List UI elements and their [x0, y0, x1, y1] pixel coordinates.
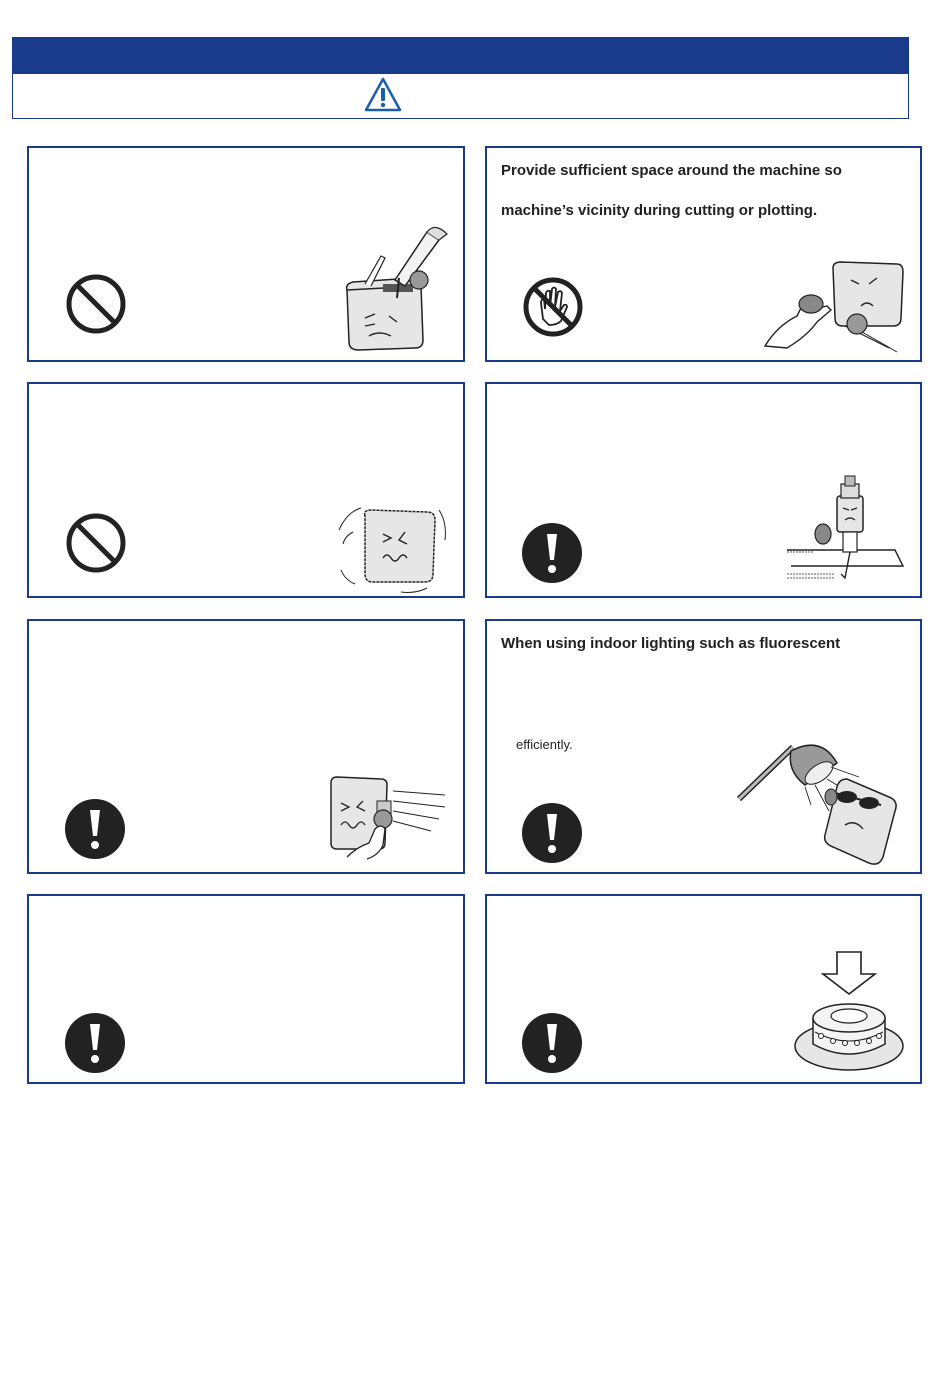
warning-panel-5 [27, 619, 465, 874]
mandatory-icon [521, 522, 583, 584]
blade-holder-illustration [783, 470, 905, 592]
no-touch-icon [521, 275, 585, 339]
panel-6-line-1: When using indoor lighting such as fluorescent [501, 635, 841, 652]
shaking-machine-illustration [335, 500, 450, 595]
lamp-sunglasses-illustration [735, 739, 907, 869]
warning-panel-2 [485, 146, 922, 362]
warning-header-row [12, 74, 909, 119]
warning-panel-7 [27, 894, 465, 1084]
prohibition-icon [64, 511, 128, 575]
warning-panel-6 [485, 619, 922, 874]
warning-panel-8 [485, 894, 922, 1084]
warning-panel-4 [485, 382, 922, 598]
warning-triangle-icon [363, 76, 403, 114]
mandatory-icon [521, 802, 583, 864]
panel-2-line-2: machine’s vicinity during cutting or plotting. [501, 202, 818, 219]
panel-2-line-1: Provide sufficient space around the machine so [501, 162, 842, 179]
pen-tool-illustration [335, 220, 455, 355]
sensor-light-illustration [327, 773, 449, 865]
warning-panel-3 [27, 382, 465, 598]
prohibition-icon [64, 272, 128, 336]
hand-cutter-illustration [757, 256, 907, 356]
mandatory-icon [521, 1012, 583, 1074]
panel-6-small-text: efficiently. [516, 737, 573, 752]
warning-panel-1 [27, 146, 465, 362]
mandatory-icon [64, 798, 126, 860]
section-header-bar [12, 37, 909, 74]
mandatory-icon [64, 1012, 126, 1074]
press-cap-illustration [791, 948, 911, 1076]
